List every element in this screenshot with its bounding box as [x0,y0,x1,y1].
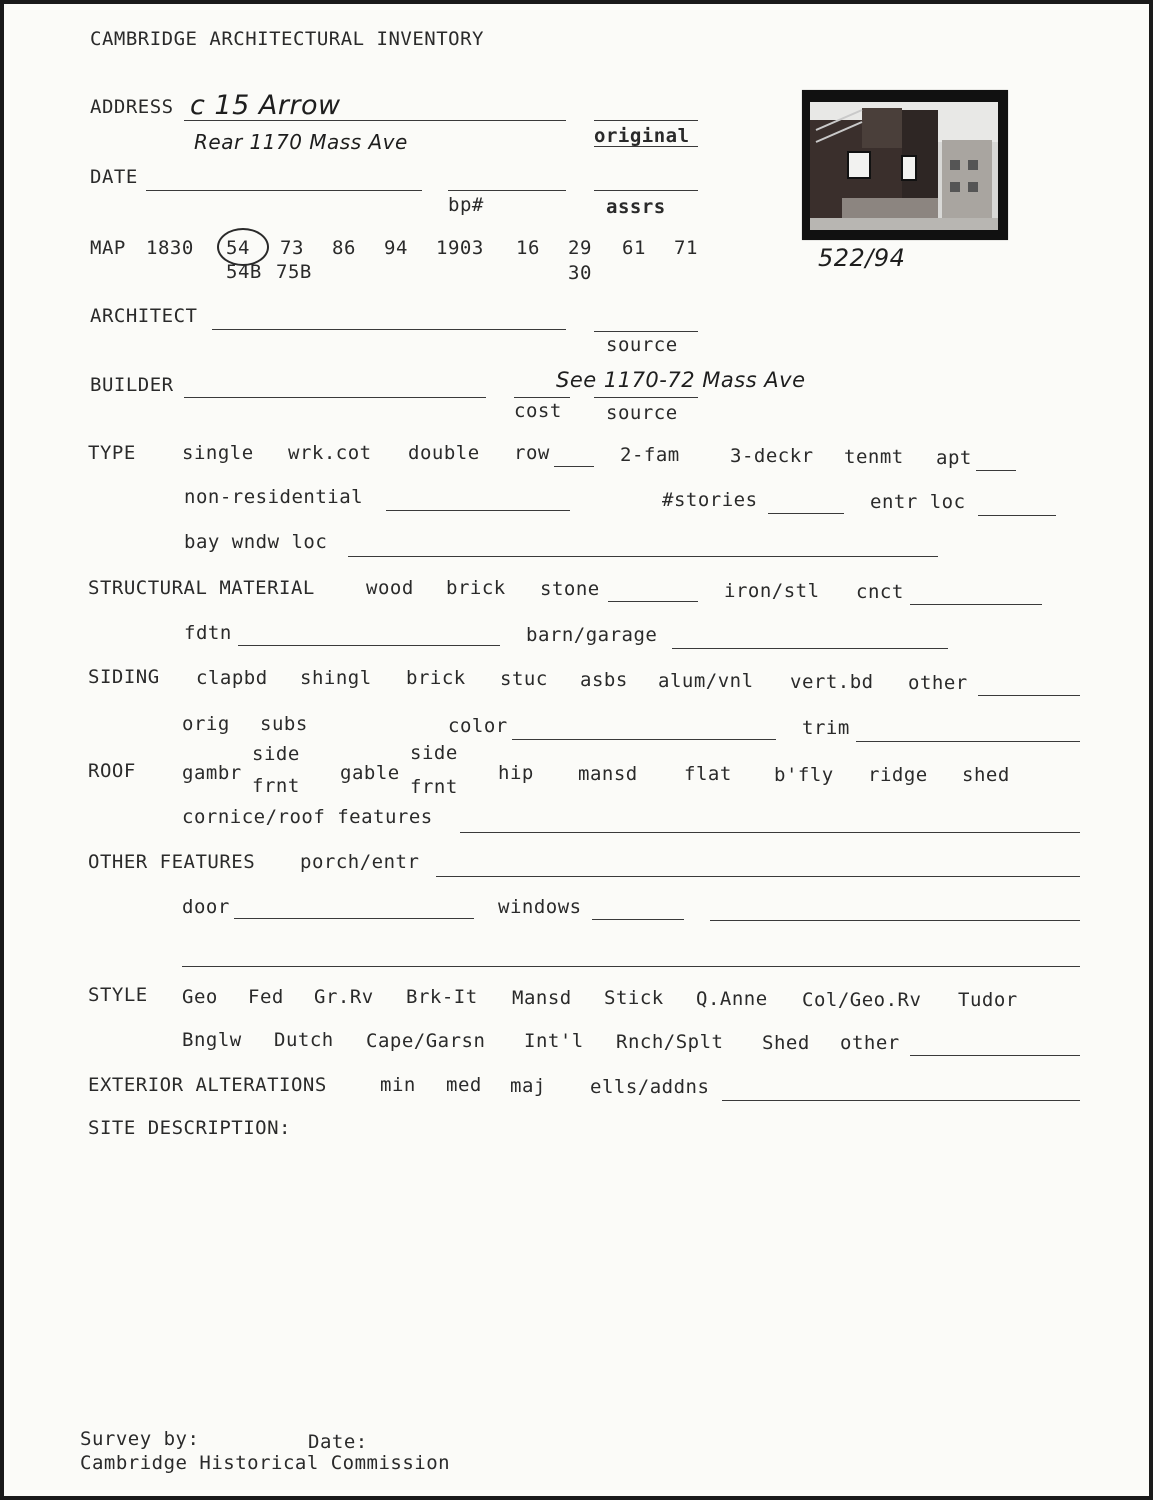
cost-label: cost [514,400,562,422]
alterations-min: min [380,1074,416,1096]
assrs-label: assrs [606,196,666,218]
style-dutch: Dutch [274,1029,334,1051]
form-title: CAMBRIDGE ARCHITECTURAL INVENTORY [90,28,484,50]
roof-bfly: b'fly [774,764,834,786]
siding-trim-line [856,741,1080,742]
type-apt-line [976,470,1016,471]
type-single: single [182,442,254,464]
map-year-61: 61 [622,237,646,259]
nonres-label: non-residential [184,486,364,508]
survey-by-label: Survey by: [80,1428,200,1450]
alterations-ells-addns: ells/addns [590,1076,710,1098]
assrs-line [594,190,698,191]
windows-label: windows [498,896,582,918]
style-other: other [840,1032,900,1054]
map-year-54: 54 [226,237,250,259]
roof-gambr: gambr [182,762,242,784]
porch-entr-label: porch/entr [300,851,420,873]
map-year-54b: 54B [226,261,262,283]
foundation-line [238,645,500,646]
structural-wood: wood [366,577,414,599]
site-description-label: SITE DESCRIPTION: [88,1117,291,1139]
roof-shed: shed [962,764,1010,786]
address-handwritten-line2: Rear 1170 Mass Ave [194,130,408,154]
siding-color-line [512,739,776,740]
stories-label: #stories [662,489,758,511]
roof-hip: hip [498,762,534,784]
other-features-extra-line [182,966,1080,967]
style-brk-it: Brk-It [406,986,478,1008]
builder-source-line [594,397,698,398]
porch-entr-line [436,876,1080,877]
windows-line-1 [592,919,684,920]
style-q-anne: Q.Anne [696,988,768,1010]
alterations-med: med [446,1074,482,1096]
structural-label: STRUCTURAL MATERIAL [88,577,315,599]
type-apt: apt [936,447,972,469]
type-row: row [514,442,550,464]
builder-line [184,397,486,398]
map-year-94: 94 [384,237,408,259]
siding-stuc: stuc [500,668,548,690]
bp-line [448,190,566,191]
barn-garage-line [672,648,948,649]
original-line [594,120,698,121]
survey-date-label: Date: [308,1431,368,1453]
type-2-fam: 2-fam [620,444,680,466]
builder-handwritten-note: See 1170-72 Mass Ave [556,368,806,392]
type-row-line [554,466,594,467]
map-year-30: 30 [568,262,592,284]
map-year-16: 16 [516,237,540,259]
roof-flat: flat [684,763,732,785]
inventory-form-sheet [4,4,1149,1496]
style-gr-rv: Gr.Rv [314,986,374,1008]
type-wrk-cot: wrk.cot [288,442,372,464]
roof-gable-side: side [410,742,458,764]
alterations-label: EXTERIOR ALTERATIONS [88,1074,327,1096]
structural-stone: stone [540,578,600,600]
alterations-line [722,1100,1080,1101]
bay-window-line [348,556,938,557]
architect-label: ARCHITECT [90,305,198,327]
style-fed: Fed [248,986,284,1008]
nonres-line [386,510,570,511]
entr-loc-line [978,515,1056,516]
door-label: door [182,896,230,918]
siding-orig: orig [182,713,230,735]
siding-vert-bd: vert.bd [790,671,874,693]
builder-label: BUILDER [90,374,174,396]
structural-cnct: cnct [856,581,904,603]
siding-alum-vnl: alum/vnl [658,670,754,692]
roof-mansd: mansd [578,763,638,785]
siding-asbs: asbs [580,669,628,691]
siding-other: other [908,672,968,694]
structural-brick: brick [446,577,506,599]
building-photo-image [802,90,1008,240]
map-year-86: 86 [332,237,356,259]
photo-reference-number: 522/94 [818,244,906,272]
roof-gable: gable [340,762,400,784]
door-line [234,918,474,919]
type-tenmt: tenmt [844,446,904,468]
architect-source-line [594,331,698,332]
roof-gable-frnt: frnt [410,776,458,798]
type-double: double [408,442,480,464]
style-other-line [910,1055,1080,1056]
stories-line [768,513,844,514]
foundation-label: fdtn [184,622,232,644]
roof-gambr-side: side [252,743,300,765]
address-label: ADDRESS [90,96,174,118]
entr-loc-label: entr loc [870,491,966,513]
map-year-71: 71 [674,237,698,259]
style-cape-garsn: Cape/Garsn [366,1030,486,1052]
structural-iron: iron/stl [724,580,820,602]
roof-ridge: ridge [868,764,928,786]
structural-cnct-line [910,604,1042,605]
style-label: STYLE [88,984,148,1006]
other-features-label: OTHER FEATURES [88,851,256,873]
building-photo [802,90,1008,240]
roof-gambr-frnt: frnt [252,775,300,797]
style-geo: Geo [182,986,218,1008]
map-year-1830: 1830 [146,237,194,259]
original-underline [594,146,698,147]
siding-shingl: shingl [300,667,372,689]
siding-brick: brick [406,667,466,689]
type-label: TYPE [88,442,136,464]
date-line [146,190,422,191]
style-tudor: Tudor [958,989,1018,1011]
roof-label: ROOF [88,760,136,782]
style-col-geo-rv: Col/Geo.Rv [802,989,922,1011]
original-label: original [594,125,690,147]
style-intl: Int'l [524,1030,584,1052]
siding-trim-label: trim [802,717,850,739]
map-label: MAP [90,237,126,259]
siding-subs: subs [260,713,308,735]
bp-label: bp# [448,194,484,216]
siding-label: SIDING [88,666,160,688]
cornice-line [460,832,1080,833]
builder-source-label: source [606,402,678,424]
siding-color-label: color [448,715,508,737]
bay-window-label: bay wndw loc [184,531,328,553]
architect-source-label: source [606,334,678,356]
style-shed: Shed [762,1032,810,1054]
address-handwritten-line1: c 15 Arrow [190,90,341,121]
type-3-deckr: 3-deckr [730,445,814,467]
map-year-1903: 1903 [436,237,484,259]
structural-stone-line [608,601,698,602]
map-year-29: 29 [568,237,592,259]
barn-garage-label: barn/garage [526,624,658,646]
style-rnch-splt: Rnch/Splt [616,1031,724,1053]
architect-line [212,329,566,330]
map-year-73: 73 [280,237,304,259]
style-mansd: Mansd [512,987,572,1009]
siding-other-line [978,695,1080,696]
style-stick: Stick [604,987,664,1009]
map-year-75b: 75B [276,261,312,283]
alterations-maj: maj [510,1075,546,1097]
style-bnglw: Bnglw [182,1029,242,1051]
windows-line-2 [710,920,1080,921]
date-label: DATE [90,166,138,188]
siding-clapbd: clapbd [196,667,268,689]
cost-line [514,397,570,398]
commission-name: Cambridge Historical Commission [80,1452,451,1474]
cornice-label: cornice/roof features [182,806,433,828]
